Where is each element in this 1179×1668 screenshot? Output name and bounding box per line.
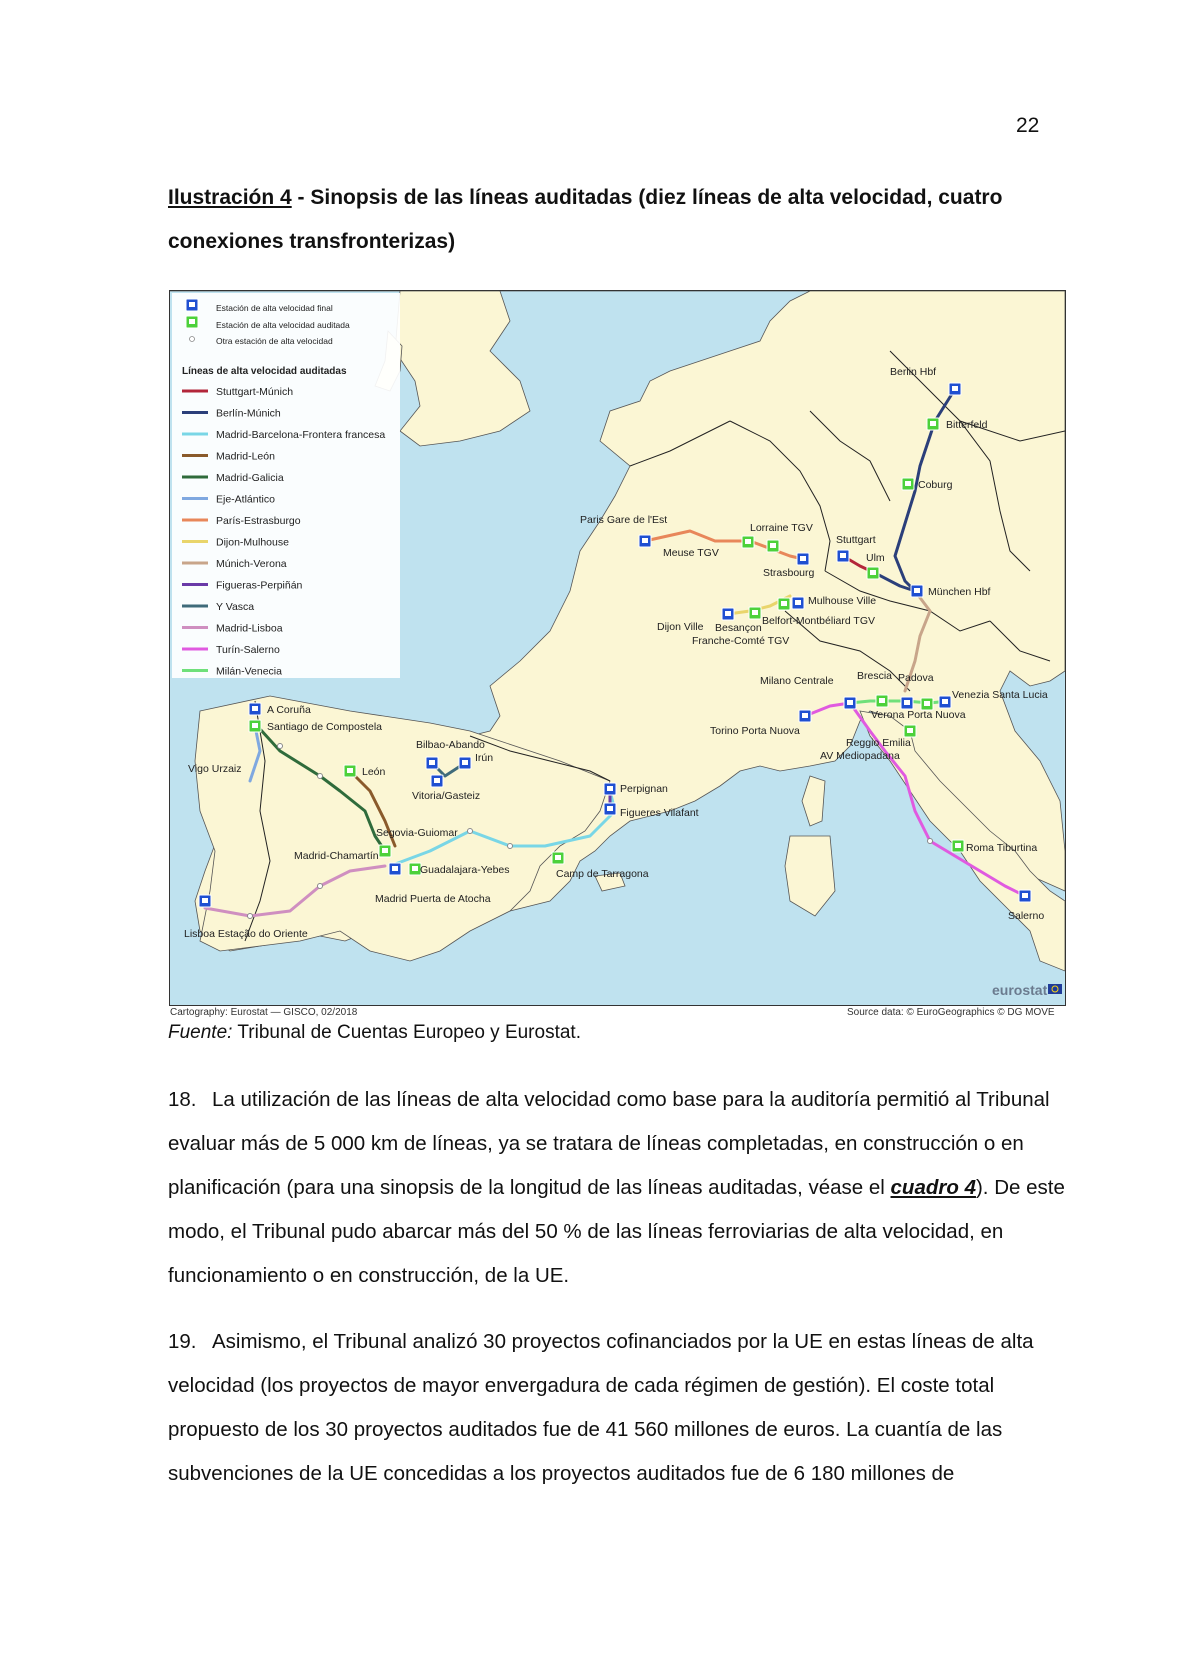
legend bbox=[172, 293, 400, 678]
label-stuttgart: Stuttgart bbox=[836, 534, 876, 546]
label-leon: León bbox=[362, 766, 386, 778]
label-atocha: Madrid Puerta de Atocha bbox=[375, 893, 491, 905]
label-lorraine: Lorraine TGV bbox=[750, 522, 813, 534]
label-reggio: Reggio Emilia AV Mediopadana bbox=[820, 737, 911, 762]
legend-lines-title: Líneas de alta velocidad auditadas bbox=[182, 366, 347, 377]
label-roma: Roma Tiburtina bbox=[966, 842, 1038, 854]
paragraph-text: Asimismo, el Tribunal analizó 30 proyectos cofinanciados por la UE en estas líneas de alta velocidad (los proyectos de mayor envergadura de cada régimen de gestión). El coste total propuesto de los 30 proyectos auditados fue de 41 560 millones de euros. La cuantía de las subvenciones de la UE concedidas a los proyectos auditados fue de 6 180 millones de bbox=[168, 1330, 1034, 1485]
legend-station-other: Otra estación de alta velocidad bbox=[216, 336, 333, 346]
rail-map bbox=[169, 290, 1066, 1006]
label-coburg: Coburg bbox=[918, 479, 953, 491]
label-perpignan: Perpignan bbox=[620, 783, 668, 795]
label-paris: Paris Gare de l'Est bbox=[580, 514, 668, 526]
label-tarragona: Camp de Tarragona bbox=[556, 868, 649, 880]
legend-line-label: Madrid-León bbox=[216, 450, 275, 463]
label-lisboa: Lisboa Estação do Oriente bbox=[184, 928, 308, 940]
label-munchen: München Hbf bbox=[928, 586, 991, 598]
label-acoruna: A Coruña bbox=[267, 704, 311, 716]
label-vitoria: Vitoria/Gasteiz bbox=[412, 790, 481, 802]
label-padova: Padova bbox=[898, 672, 934, 684]
source-data-credit: Source data: © EuroGeographics © DG MOVE bbox=[847, 1007, 1055, 1018]
legend-line-label: Y Vasca bbox=[216, 601, 255, 613]
legend-line-label: Eje-Atlántico bbox=[216, 493, 275, 506]
label-chamartin: Madrid-Chamartín bbox=[294, 850, 379, 862]
label-belfort: Belfort-Montbéliard TGV bbox=[762, 615, 876, 627]
paragraph-19 bbox=[168, 1320, 1068, 1496]
legend-line-label: Berlín-Múnich bbox=[216, 407, 281, 420]
legend-line-label: Madrid-Galicia bbox=[216, 472, 284, 484]
label-segovia: Segovia-Guiomar bbox=[376, 827, 458, 839]
legend-line-label: Figueras-Perpiñán bbox=[216, 579, 303, 592]
label-verona: Verona Porta Nuova bbox=[871, 709, 966, 721]
label-bilbao: Bilbao-Abando bbox=[416, 739, 485, 751]
label-venezia: Venezia Santa Lucia bbox=[952, 689, 1048, 701]
label-vigo: Vigo Urzaiz bbox=[188, 763, 242, 775]
paragraph-18 bbox=[168, 1078, 1068, 1298]
page-number: 22 bbox=[1016, 114, 1040, 137]
label-besancon: Besançon Franche-Comté TGV bbox=[692, 622, 790, 647]
legend-line-label: Múnich-Verona bbox=[216, 558, 287, 570]
legend-line-label: París-Estrasburgo bbox=[216, 515, 301, 527]
legend-line-label: Madrid-Barcelona-Frontera francesa bbox=[216, 429, 386, 441]
source-label: Fuente: bbox=[168, 1022, 233, 1043]
svg-text:eurostat: eurostat bbox=[992, 982, 1048, 998]
paragraph-number: 19. bbox=[168, 1330, 197, 1353]
legend-station-final: Estación de alta velocidad final bbox=[216, 303, 333, 313]
legend-line-label: Milán-Venecia bbox=[216, 665, 282, 678]
paragraph-number: 18. bbox=[168, 1088, 197, 1111]
label-strasbourg: Strasbourg bbox=[763, 567, 815, 579]
label-torino: Torino Porta Nuova bbox=[710, 725, 800, 737]
label-berlin: Berlin Hbf bbox=[890, 366, 937, 378]
paragraph-text: ). De este modo, el Tribunal pudo abarcar más del 50 % de las líneas ferroviarias de alta velocidad, en funcionamiento o en construcción, de la UE. bbox=[168, 1176, 1065, 1287]
label-salerno: Salerno bbox=[1008, 910, 1045, 922]
legend-line-label: Dijon-Mulhouse bbox=[216, 536, 289, 549]
figure-label: Ilustración 4 bbox=[168, 186, 292, 209]
source-text: Tribunal de Cuentas Europeo y Eurostat. bbox=[232, 1022, 581, 1043]
label-meuse: Meuse TGV bbox=[663, 547, 719, 559]
figure-source bbox=[168, 1022, 581, 1044]
label-ulm: Ulm bbox=[866, 552, 885, 564]
figure-title: - Sinopsis de las líneas auditadas (diez líneas de alta velocidad, cuatro conexiones transfronterizas) bbox=[168, 186, 1003, 253]
label-bitterfeld: Bitterfeld bbox=[946, 419, 988, 431]
legend-line-label: Madrid-Lisboa bbox=[216, 622, 283, 635]
label-mulhouse: Mulhouse Ville bbox=[808, 595, 877, 607]
figure-caption bbox=[168, 176, 1068, 264]
label-milano: Milano Centrale bbox=[760, 675, 834, 687]
label-guadalajara: Guadalajara-Yebes bbox=[420, 864, 510, 876]
legend-line-label: Turín-Salerno bbox=[216, 644, 280, 656]
label-figueres: Figueres Vilafant bbox=[620, 807, 699, 819]
label-dijon: Dijon Ville bbox=[657, 621, 704, 633]
cuadro-4-link[interactable]: cuadro 4 bbox=[890, 1176, 976, 1199]
label-brescia: Brescia bbox=[857, 670, 893, 682]
legend-line-label: Stuttgart-Múnich bbox=[216, 386, 294, 398]
label-irun: Irún bbox=[475, 752, 494, 764]
cartography-credit: Cartography: Eurostat — GISCO, 02/2018 bbox=[170, 1007, 358, 1018]
legend-station-audited: Estación de alta velocidad auditada bbox=[216, 320, 350, 330]
paragraph-text: La utilización de las líneas de alta velocidad como base para la auditoría permitió al Tribunal evaluar más de 5 000 km de líneas, ya se tratara de líneas completadas, en construcción o en planificación (para una sinopsis de la longitud de las líneas auditadas, véase el bbox=[168, 1088, 1050, 1199]
label-santiago: Santiago de Compostela bbox=[267, 721, 382, 733]
